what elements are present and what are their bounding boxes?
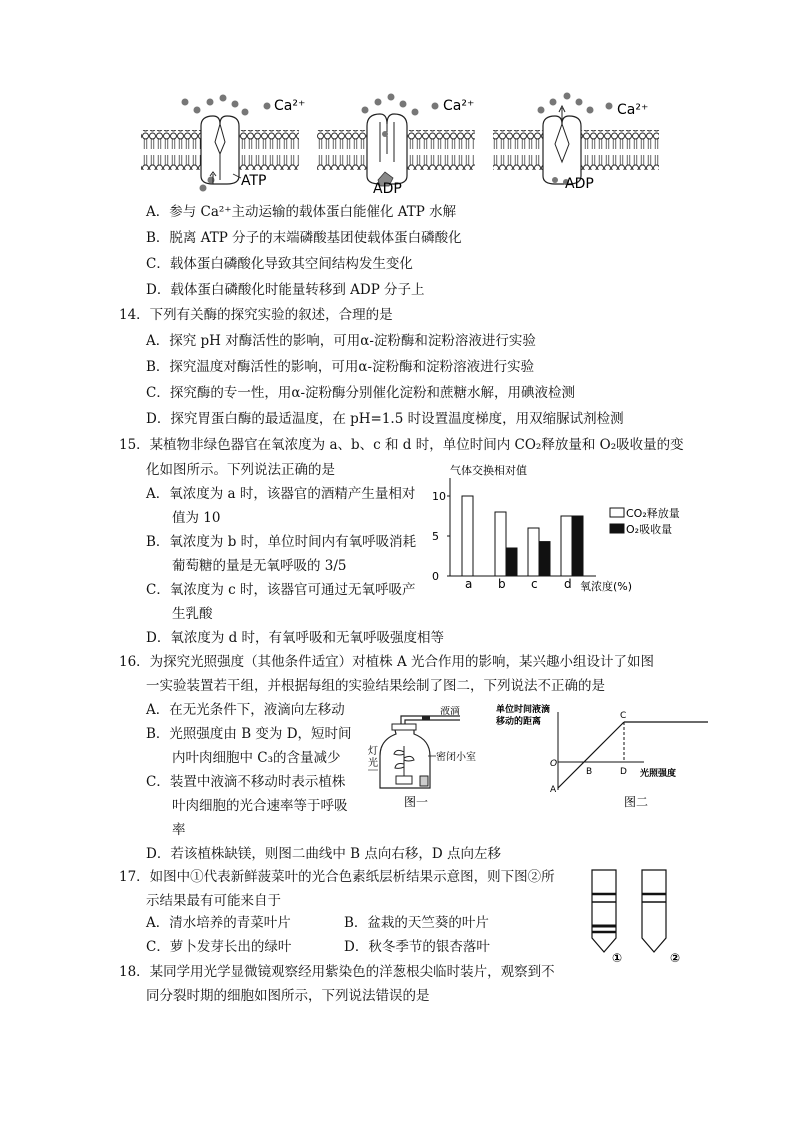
y-tick-label: 0 <box>432 570 439 583</box>
fig2-ylabel-2: 移动的距离 <box>496 717 542 727</box>
q15-option-a-line2: 值为 10 <box>172 510 221 526</box>
fig2-point-d: D <box>620 767 627 777</box>
bar-o2-b <box>506 548 517 576</box>
q17-option-c: C．萝卜发芽长出的绿叶 <box>146 939 292 955</box>
q15-option-b-line1: B．氧浓度为 b 时，单位时间内有氧呼吸消耗 <box>146 534 417 550</box>
q13-option-b: B．脱离 ATP 分子的末端磷酸基团使载体蛋白磷酸化 <box>146 230 462 246</box>
ca-label-1: Ca²⁺ <box>274 98 306 114</box>
q17-stem-line1: 17．如图中①代表新鲜菠菜叶的光合色素纸层析结果示意图，则下图②所 <box>119 869 555 885</box>
q16-option-c-line3: 率 <box>172 822 186 838</box>
lamp-label-1: 灯 <box>368 746 378 757</box>
fig2-point-b: B <box>586 767 593 777</box>
chart-ylabel: 气体交换相对值 <box>450 464 527 477</box>
bar-co2-c <box>528 528 539 576</box>
q16-stem-line1: 16．为探究光照强度（其他条件适宜）对植株 A 光合作用的影响，某兴趣小组设计了如图 <box>119 654 655 670</box>
q17-option-a: A．清水培养的青菜叶片 <box>146 915 291 931</box>
bar-co2-a <box>462 496 473 576</box>
adp-label-2: ADP <box>565 176 594 192</box>
q16-stem-line2: 一实验装置若干组，并根据每组的实验结果绘制了图二，下列说法不正确的是 <box>146 678 605 694</box>
gas-exchange-bar-chart <box>410 462 710 598</box>
q17-option-d: D．秋冬季节的银杏落叶 <box>344 939 490 955</box>
q16-option-a: A．在无光条件下，液滴向左移动 <box>146 702 345 718</box>
ca-label-2: Ca²⁺ <box>443 98 475 114</box>
bar-o2-d <box>572 516 583 576</box>
droplet-label: 液滴 <box>440 706 460 717</box>
strip-2 <box>642 870 666 952</box>
atp-label: ATP <box>241 173 267 189</box>
x-tick-label: d <box>564 577 572 591</box>
q16-option-b-line2: 内叶肉细胞中 C₃的含量减少 <box>172 750 341 766</box>
strip-label-2: ② <box>670 951 681 965</box>
figure-2-graph <box>494 702 714 812</box>
bar-co2-d <box>561 516 572 576</box>
droplet-icon <box>422 716 430 720</box>
legend-swatch-co2 <box>610 508 624 517</box>
adp-label-1: ADP <box>373 181 402 196</box>
y-tick-label: 5 <box>432 530 439 543</box>
fig2-ylabel-1: 单位时间液滴 <box>496 705 551 715</box>
bar-co2-b <box>495 512 506 576</box>
q15-option-b-line2: 葡萄糖的量是无氧呼吸的 3/5 <box>172 558 347 574</box>
strip-label-1: ① <box>612 951 623 965</box>
q16-option-c-line1: C．装置中液滴不移动时表示植株 <box>146 774 346 790</box>
q17-option-b: B．盆栽的天竺葵的叶片 <box>344 915 489 931</box>
ca-label-3: Ca²⁺ <box>617 102 649 118</box>
q14-option-a: A．探究 pH 对酶活性的影响，可用α-淀粉酶和淀粉溶液进行实验 <box>146 333 536 349</box>
q16-option-b-line1: B．光照强度由 B 变为 D，短时间 <box>146 726 352 742</box>
q14-stem: 14．下列有关酶的探究实验的叙述，合理的是 <box>119 307 393 323</box>
q15-stem-line1: 15．某植物非绿色器官在氧浓度为 a、b、c 和 d 时，单位时间内 CO₂释放量和 O₂吸收量的变 <box>119 437 684 453</box>
fig2-xlabel: 光照强度 <box>640 769 677 779</box>
q18-stem-line2: 同分裂时期的细胞如图所示，下列说法错误的是 <box>146 988 430 1004</box>
chamber-label: 密闭小室 <box>436 752 476 763</box>
x-tick-label: c <box>531 577 538 591</box>
figure-2-caption: 图二 <box>624 795 649 809</box>
q17-stem-line2: 示结果最有可能来自于 <box>146 893 281 909</box>
fig2-point-o: O <box>550 759 558 769</box>
q14-option-c: C．探究酶的专一性，用α-淀粉酶分别催化淀粉和蔗糖水解，用碘液检测 <box>146 385 576 401</box>
fig2-curve <box>558 722 624 788</box>
q15-option-c-line2: 生乳酸 <box>172 606 213 622</box>
membrane-transport-diagram <box>135 92 675 196</box>
x-tick-label: b <box>498 577 506 591</box>
fig2-point-c: C <box>620 711 627 721</box>
q18-stem-line1: 18．某同学用光学显微镜观察经用紫染色的洋葱根尖临时装片，观察到不 <box>119 964 555 980</box>
legend-label-co2: CO₂释放量 <box>626 507 680 520</box>
q15-option-c-line1: C．氧浓度为 c 时，该器官可通过无氧呼吸产 <box>146 582 416 598</box>
q13-option-c: C．载体蛋白磷酸化导致其空间结构发生变化 <box>146 256 413 272</box>
bar-o2-c <box>539 542 550 576</box>
q15-stem-line2: 化如图所示。下列说法正确的是 <box>146 462 335 478</box>
q16-option-d: D．若该植株缺镁，则图二曲线中 B 点向右移，D 点向左移 <box>146 846 501 862</box>
q15-option-a-line1: A．氧浓度为 a 时，该器官的酒精产生量相对 <box>146 486 416 502</box>
legend-swatch-o2 <box>610 524 624 533</box>
fig2-point-a: A <box>550 785 557 795</box>
q16-option-c-line2: 叶肉细胞的光合速率等于呼吸 <box>172 798 348 814</box>
q14-option-d: D．探究胃蛋白酶的最适温度，在 pH=1.5 时设置温度梯度，用双缩脲试剂检测 <box>146 411 624 427</box>
q13-option-a: A．参与 Ca²⁺主动运输的载体蛋白能催化 ATP 水解 <box>146 204 457 220</box>
chromatography-strips <box>582 866 694 966</box>
chart-xlabel: 氧浓度(%) <box>580 580 633 593</box>
x-tick-label: a <box>465 577 473 591</box>
lamp-label-2: 光 <box>368 758 378 769</box>
q13-option-d: D．载体蛋白磷酸化时能量转移到 ADP 分子上 <box>146 282 425 298</box>
q14-option-b: B．探究温度对酶活性的影响，可用α-淀粉酶和淀粉溶液进行实验 <box>146 359 535 375</box>
figure-1-apparatus <box>366 706 486 812</box>
q15-option-d: D．氧浓度为 d 时，有氧呼吸和无氧呼吸强度相等 <box>146 630 445 646</box>
figure-1-caption: 图一 <box>404 795 429 809</box>
strip-1 <box>592 870 616 952</box>
y-tick-label: 10 <box>432 490 446 503</box>
legend-label-o2: O₂吸收量 <box>626 523 673 536</box>
